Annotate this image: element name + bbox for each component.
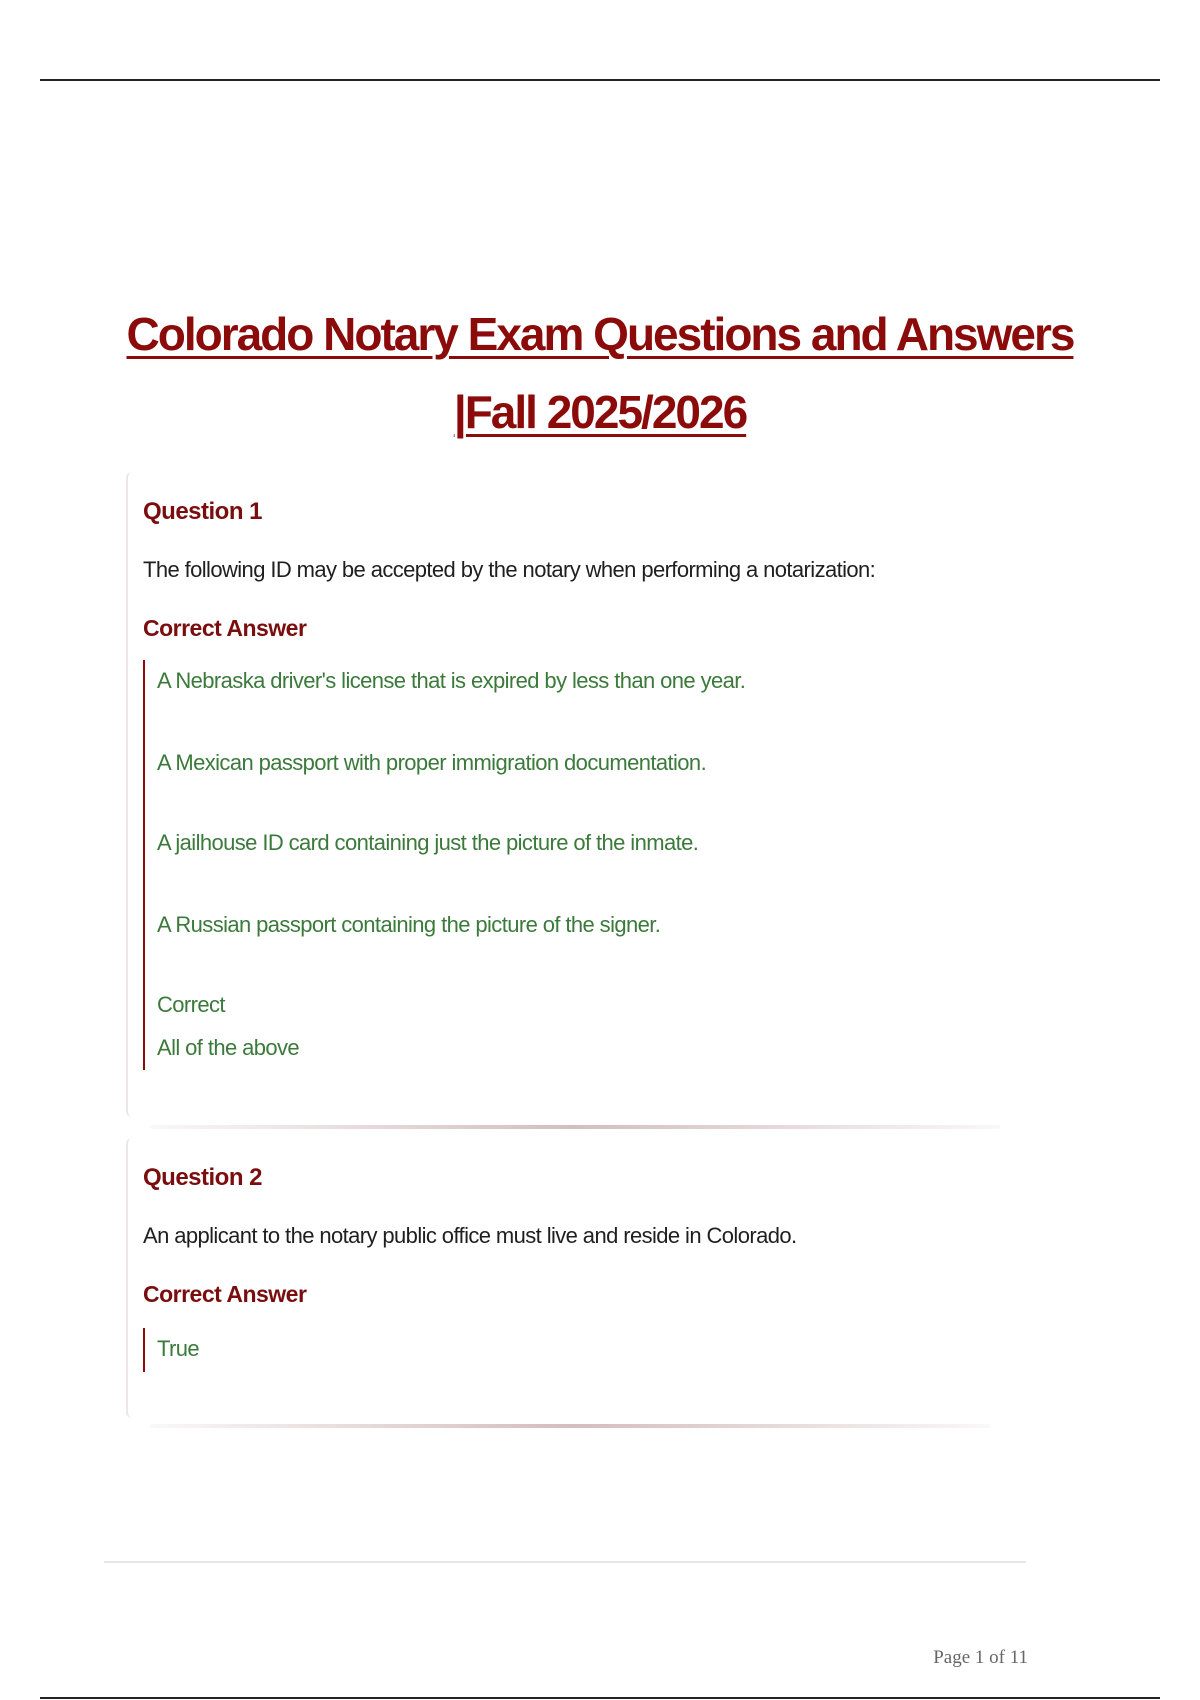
answer-option: True xyxy=(157,1336,200,1361)
footer-rule xyxy=(104,1561,1026,1563)
page-bottom-rule xyxy=(40,1697,1160,1699)
answer-option: A Mexican passport with proper immigration documentation. xyxy=(157,750,707,775)
question-heading: Question 1 xyxy=(143,498,263,525)
answer-option: A jailhouse ID card containing just the picture of the inmate. xyxy=(157,830,699,855)
document-title-line-1: Colorado Notary Exam Questions and Answers |Fall 2025/2026 xyxy=(126,308,1074,438)
answer-block xyxy=(143,660,746,1070)
question-card-2 xyxy=(126,1138,1028,1418)
question-card-1 xyxy=(126,472,1028,1117)
answer-option: A Nebraska driver's license that is expired by less than one year. xyxy=(157,668,746,693)
page-number: Page 1 of 11 xyxy=(933,1647,1028,1668)
question-text: An applicant to the notary public office must live and reside in Colorado. xyxy=(143,1223,797,1248)
question-text: The following ID may be accepted by the notary when performing a notarization: xyxy=(143,557,876,582)
correct-answer-label: Correct Answer xyxy=(143,615,307,641)
card-divider xyxy=(150,1424,990,1428)
question-heading: Question 2 xyxy=(143,1164,263,1191)
answer-block xyxy=(143,1328,200,1372)
answer-option: A Russian passport containing the picture of the signer. xyxy=(157,912,661,937)
card-divider xyxy=(150,1125,1000,1129)
correct-answer-label: Correct Answer xyxy=(143,1281,307,1307)
page-top-rule xyxy=(40,79,1160,81)
answer-option: All of the above xyxy=(157,1035,300,1060)
answer-option: Correct xyxy=(157,992,225,1017)
